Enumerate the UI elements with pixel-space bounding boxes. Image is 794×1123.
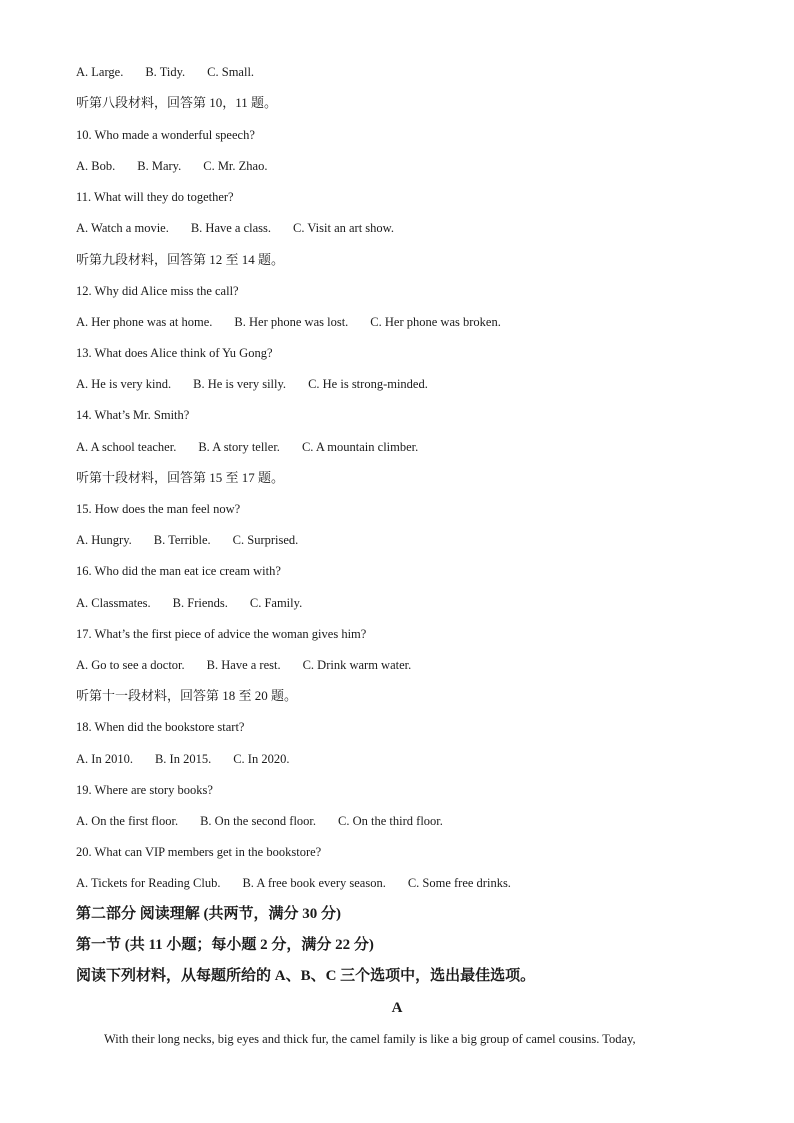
option-c: C. Surprised. [232,533,299,547]
option-c: C. Small. [207,65,255,79]
question-10: 10. Who made a wonderful speech? [76,128,255,142]
options-q17 [76,657,411,673]
passage-label: A [391,1000,403,1016]
section-instruction-10: 听第十段材料，回答第 15 至 17 题。 [76,470,285,485]
option-c: C. A mountain climber. [301,440,419,454]
part-two-heading: 第二部分 阅读理解 (共两节，满分 30 分) [76,906,341,922]
options-q19 [76,813,443,829]
question-12: 12. Why did Alice miss the call? [76,284,239,298]
question-14: 14. What’s Mr. Smith? [76,408,190,422]
option-b: B. In 2015. [154,752,212,766]
passage-first-line: With their long necks, big eyes and thick fur, the camel family is like a big group of camel cousins. Today, [104,1032,636,1046]
option-c: C. Her phone was broken. [370,315,501,329]
option-a: A. Large. [76,65,124,79]
options-q18 [76,751,289,767]
question-13: 13. What does Alice think of Yu Gong? [76,346,273,360]
option-a: A. On the first floor. [76,814,179,828]
section-instruction-9: 听第九段材料，回答第 12 至 14 题。 [76,252,285,267]
option-b: B. Have a class. [190,221,272,235]
question-15: 15. How does the man feel now? [76,502,241,516]
option-b: B. On the second floor. [200,814,317,828]
option-a: A. In 2010. [76,752,133,766]
reading-instruction: 阅读下列材料，从每题所给的 A、B、C 三个选项中，选出最佳选项。 [76,968,536,984]
option-c: C. On the third floor. [338,814,443,828]
question-19: 19. Where are story books? [76,783,213,797]
option-b: B. He is very silly. [193,377,287,391]
options-q16 [76,595,302,611]
options-q9 [76,64,254,80]
option-c: C. Some free drinks. [407,876,511,890]
option-c: C. Visit an art show. [293,221,395,235]
option-a: A. Bob. [76,159,116,173]
option-b: B. A free book every season. [242,876,386,890]
options-q20 [76,875,511,891]
question-20: 20. What can VIP members get in the bookstore? [76,845,322,859]
option-a: A. Classmates. [76,596,151,610]
option-c: C. Mr. Zhao. [203,159,268,173]
option-a: A. Go to see a doctor. [76,658,185,672]
option-c: C. He is strong-minded. [308,377,428,391]
options-q15 [76,532,298,548]
question-18: 18. When did the bookstore start? [76,720,245,734]
option-a: A. Her phone was at home. [76,315,213,329]
option-b: B. Have a rest. [206,658,281,672]
options-q10 [76,158,267,174]
option-c: C. In 2020. [233,752,290,766]
option-b: B. Terrible. [153,533,211,547]
option-a: A. He is very kind. [76,377,172,391]
option-c: C. Drink warm water. [302,658,412,672]
section-one-heading: 第一节 (共 11 小题；每小题 2 分，满分 22 分) [76,937,374,953]
options-q14 [76,439,418,455]
section-instruction-11: 听第十一段材料，回答第 18 至 20 题。 [76,688,298,703]
option-a: A. Hungry. [76,533,132,547]
option-b: B. Friends. [172,596,228,610]
option-b: B. Mary. [137,159,182,173]
option-a: A. Tickets for Reading Club. [76,876,221,890]
options-q13 [76,376,428,392]
options-q11 [76,220,394,236]
question-17: 17. What’s the first piece of advice the woman gives him? [76,627,367,641]
option-b: B. Tidy. [145,65,186,79]
option-a: A. Watch a movie. [76,221,169,235]
options-q12 [76,314,501,330]
option-b: B. Her phone was lost. [234,315,349,329]
option-b: B. A story teller. [198,440,280,454]
option-c: C. Family. [249,596,303,610]
section-instruction-8: 听第八段材料，回答第 10，11 题。 [76,95,278,110]
option-a: A. A school teacher. [76,440,177,454]
question-16: 16. Who did the man eat ice cream with? [76,564,281,578]
question-11: 11. What will they do together? [76,190,234,204]
